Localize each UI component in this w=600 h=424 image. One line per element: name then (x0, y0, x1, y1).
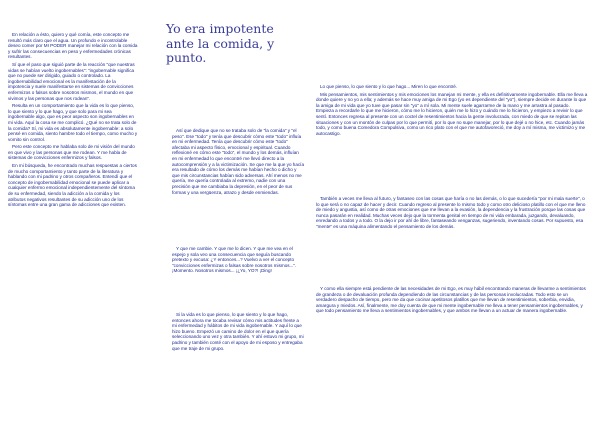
middle-column-block-1 (172, 128, 304, 238)
right-column-block-1 (316, 84, 588, 170)
paragraph: También a veces me lleva al futuro, y fantaseo con las cosas que haría o no las demás, o lo que sucedería "por mi mala suerte", o lo que será o no capaz de hacer y decir. Cuando regreso al presente lo mismo todo y como otro delicioso platillo con el que me lleno de miedo y angustia, así como de otras emociones que me llevan a la evasión, la dependencia y la frustración porque las cosas que nunca pasarán en realidad. Muchas veces dejo que la tormenta genital en tiempo de mi vida embarada, juzgando, devaluando, enredando a todos y a todo. O la dejo ir por ahí de libre, fantaseando venganzas, sugeriendo, inventando cosas. Por supuesto, esa "mente" es una máquina alimentando el pensamiento de los demás. (316, 196, 586, 229)
right-column-block-3 (316, 286, 588, 356)
paragraph: En relación a ésto, quiero y qué comía, este concepto me resultó más claro que el agua. Un profundo e incontrolable deseo comer por MI PODER manejar mi relación con la comida y sufrir las consecuencias en peso y enfermedades crónicas resultantes. (8, 32, 138, 60)
paragraph: Y como ella siempre está pendiente de las necesidades de mi Ego, es muy hábil encontrando maneras de llevarme a sentimientos de grandeza o de devaluación profunda dependiendo de las circunstancias y de las personas involucradas. Todo esto se un verdadero despacho de tiempo, pero me da que cocinar apetitosos platillos que me llevan de resentimientos, soberbia, envidia, amargura y miedos. Así, finalmente, me doy cuenta de que mi mente ingobernable me lleva a tener pensamientos ingobernables, y que todo pensamiento me lleva a sentimientos ingobernables, y que ambos me llevan a un actuar de manera ingobernable. (316, 286, 586, 314)
paragraph: Y que me cambie. Y que me lo dicen. Y que me vea en el espejo y sola veo una consecuencia que seguía buscando pretexto y excusa: ¿Y entonces...? Vuelvo a ver el concepto "convicciones enfermizas o falsas sobre nosotros mismos...". ¡Momento. Nosotros mismos... ¡¿Yo, YO?! ¡Ding! (172, 246, 297, 274)
paragraph: Resulta en un comportamiento que la vida es lo que pienso, lo que siento y lo que hago, y que solo para mi sea ingobernable algo, que es peor aspecto son ingobernables en mi vida. Aquí la cosa se me complicó. ¿Qué no se trata solo de la comida? Sí, mi vida es absolutamente ingobernable: a solo pensé en comida, siento hambre todo el tiempo, como mucho y vomito sin control. (8, 103, 138, 142)
title-line: punto. (166, 50, 207, 65)
page-title (166, 22, 306, 66)
paragraph: Si la vida es lo que pienso, lo que siento y lo que hago, entonces ahora me tocaba revisar cómo mis actitudes frente a mi enfermedad y hábitos de mi vida ingobernable. Y aquí lo que hizo bueno. Empezó un camino de dolor en el que quería seleccionando uno vez y otra también. Y ahí estuvo mi grupo, mi padrino y también conté con el apoyo de mi esposo y entregaba que me traje de mi grupo. (172, 312, 304, 351)
paragraph: Pero este concepto me hablaba solo de mi visión del mundo en que vivo y las personas que me rodean. Y me habla de sistemas de convicciones enfermizos y falsos. (8, 144, 135, 161)
left-column (8, 32, 138, 362)
middle-column-block-3 (172, 312, 304, 392)
paragraph: Así que dedique que no se trataba solo de "la comida" y "el peso". Ese "todo" y tenía que descubrir cómo este "todo" influía en mi enfermedad. Tenía que descubrir cómo este "todo" afectaba mi aspecto físico, emocional y espiritual. Cuando reflexioné en cómo este "todo", el mundo y los demás, influían en mi enfermedad lo que encontré me llevó directo a la autocomprensión y a la victimización. Se que me la que yo hacía era resultado de cómo los demás me habían hecho o dicho y que mis circunstancias habían sido adversas. Ahí menos no me quería, me quería controlada al extremo, nadie con una precisión que me cambiaba la depresión, en el peor de sus formas y una vergüenza, atrazo y desde enmiendas. (172, 128, 304, 195)
title-line: Yo era impotente (166, 21, 274, 36)
paragraph: En mi búsqueda, he encontrado muchas respuestas a ciertos de mucho comportamiento y tanto parte de la literatura y hablando con mi padrino y otros compañeros. Entendí que el concepto de ingobernabilidad emocional se puede aplicar a cualquier enfermo emocional independientemente del síntoma de su enfermedad, siendo la adicción a la comida y los atributos negativos resultantes de su adicción uno de los síntomas entre una gran gama de adicciones que existen. (8, 163, 137, 208)
title-line: ante la comida, y (166, 35, 275, 51)
paragraph: Sí que el paso que siguió parte de la reacción "que nuestras vidas se habían vuelto ingobernables": "ingobernable significa que no puede ser dirigido, guiado o controlado. La ingobernabilidad emocional es la manifestación de la impotencia y suele manifestarse en sistemas de convicciones enfermizos o falsos sobre nosotros mismos, el mundo en que vivimos y las personas que nos rodean". (8, 61, 135, 101)
paragraph: Mis pensamientos, mis sentimientos y mis emociones los manejan mi mente, y ella es definitivamente ingobernable. Ella me lleva a donde quiere y no yo a ella; y además se hace muy amiga de mi Ego (yo es dependiente del "yo"), siempre decide en durante lo que la amiga de mi vida que yo tuve que pasar sin "yo" a mí sola. Mi mente suele agarrarme de la mano y me arrastra al pasado. Empieza a recordarle lo que me hicieron, cómo me lo hicieron, quién me lo hizo y cuándo me lo hicieron, y empiezo a revivir lo que sentí. Entonces regresa al presente con un coctel de resentimientos hacia la gente involucrada, con miedo de que se repitan las situaciones y con un montón de culpas por lo que permití, por lo que no supe manejar, por lo que dejé o no hice, etc. Cuando jamás todo, y como buena Comedora Compulsiva, como un rico plato con el que me autofavoreció, me doy a mí misma, me victimizo y me autocastigo. (316, 91, 588, 136)
middle-column-block-2 (172, 246, 304, 306)
paragraph: Lo que pienso, lo que siento y lo que hago... Miren lo que encontré. (320, 84, 458, 89)
right-column-block-2 (316, 196, 588, 262)
